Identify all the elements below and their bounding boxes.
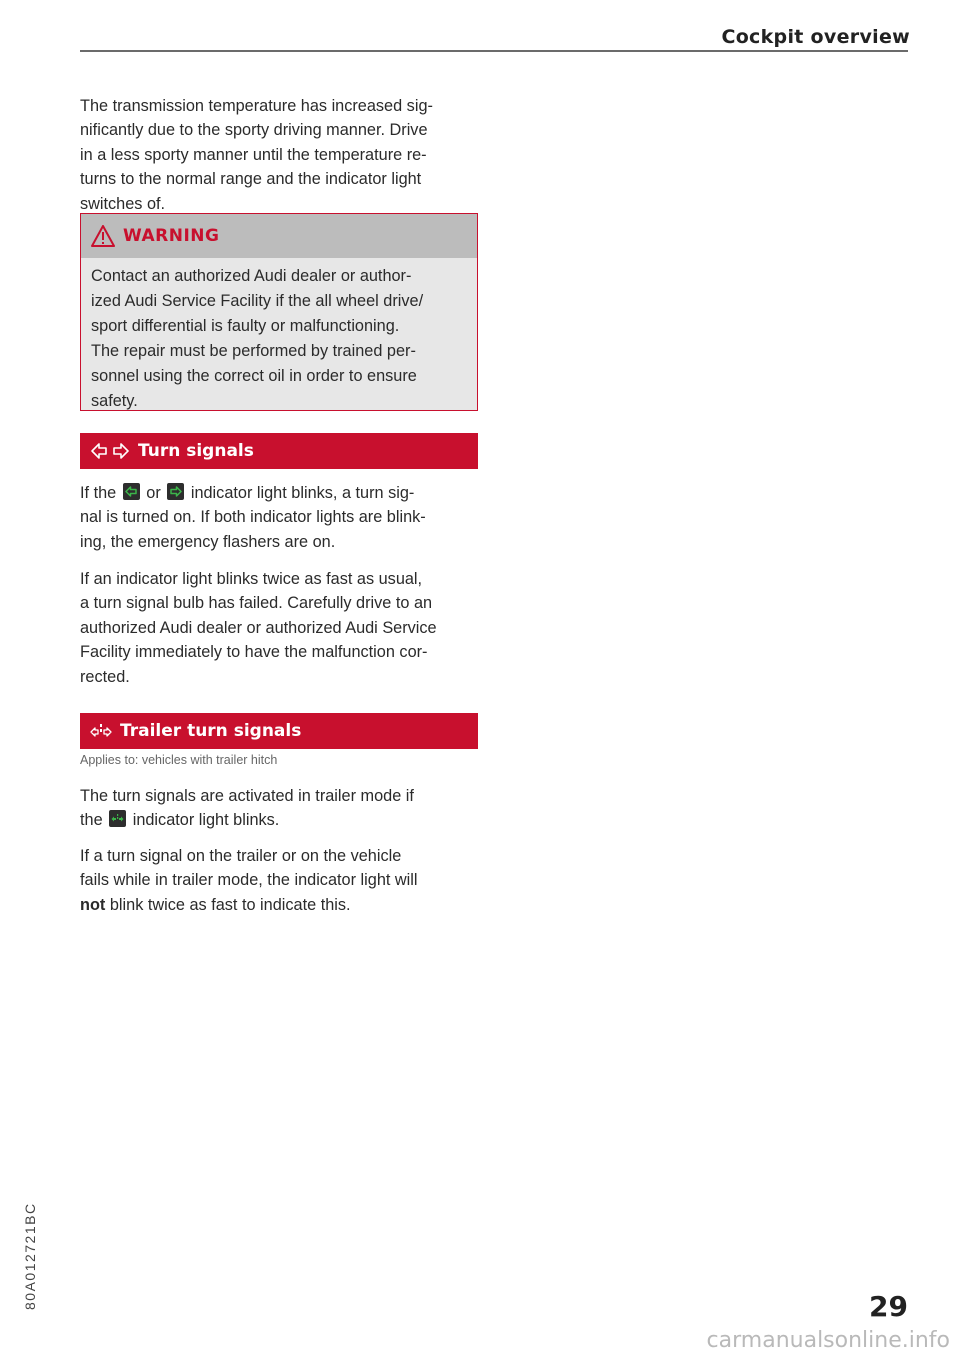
warning-triangle-icon	[91, 225, 115, 247]
trailer-turn-signals-title: Trailer turn signals	[120, 721, 302, 741]
document-code	[22, 1120, 42, 1320]
trailer-turn-signal-icon	[90, 721, 112, 741]
warning-body	[81, 258, 477, 414]
emphasis-not: not	[80, 895, 106, 914]
intro-line: nificantly due to the sporty driving manner. Drive	[80, 121, 428, 140]
warning-line: safety.	[91, 392, 138, 410]
watermark: carmanualsonline.info	[706, 1328, 950, 1353]
trailer-applies-note	[80, 751, 478, 769]
header-rule	[80, 50, 908, 52]
turn-signals-paragraph-1	[80, 481, 478, 554]
turn-signals-line: If an indicator light blinks twice as fast as usual,	[80, 570, 423, 588]
turn-signals-line: rected.	[80, 667, 130, 686]
right-turn-indicator-icon	[167, 483, 184, 500]
section-title: Cockpit overview	[721, 26, 910, 48]
warning-header	[81, 214, 477, 258]
text-run: the	[80, 811, 103, 830]
left-turn-indicator-icon	[123, 483, 140, 500]
intro-line: in a less sporty manner until the temperature re-	[80, 145, 427, 164]
turn-signals-paragraph-2	[80, 567, 478, 689]
trailer-paragraph-1	[80, 784, 478, 833]
text-run: blink twice as fast to indicate this.	[109, 895, 351, 914]
turn-signals-line	[80, 481, 478, 505]
warning-box	[80, 213, 478, 411]
trailer-line: If a turn signal on the trailer or on the vehicle	[80, 847, 402, 865]
warning-line: The repair must be performed by trained per-	[91, 342, 416, 360]
text-run: indicator light blinks.	[132, 811, 280, 830]
text-run: If the	[80, 484, 117, 502]
applies-to-text: Applies to: vehicles with trailer hitch	[80, 753, 278, 767]
trailer-line: The turn signals are activated in trailer mode if	[80, 787, 414, 805]
turn-signal-arrows-icon	[90, 441, 130, 461]
turn-signals-line: Facility immediately to have the malfunction cor-	[80, 643, 428, 662]
intro-paragraph	[80, 94, 478, 216]
text-run: or	[146, 484, 161, 502]
turn-signals-line: authorized Audi dealer or authorized Audi Service	[80, 618, 437, 637]
warning-line: sport differential is faulty or malfunctioning.	[91, 317, 400, 335]
intro-line: The transmission temperature has increased sig-	[80, 97, 433, 115]
page-number: 29	[869, 1290, 908, 1323]
warning-line: sonnel using the correct oil in order to ensure	[91, 367, 417, 385]
warning-title: WARNING	[123, 226, 220, 246]
turn-signals-line: a turn signal bulb has failed. Carefully drive to an	[80, 594, 433, 613]
turn-signals-heading	[80, 433, 478, 469]
turn-signals-line: ing, the emergency flashers are on.	[80, 532, 336, 551]
intro-line: switches of.	[80, 194, 166, 213]
trailer-turn-signals-heading	[80, 713, 478, 749]
turn-signals-title: Turn signals	[138, 441, 254, 461]
trailer-line	[80, 808, 478, 832]
intro-line: turns to the normal range and the indicator light	[80, 170, 422, 189]
trailer-indicator-icon	[109, 810, 126, 827]
text-run: indicator light blinks, a turn sig-	[190, 484, 415, 502]
document-code-text: 80A012721BC	[22, 1202, 38, 1310]
trailer-line: fails while in trailer mode, the indicator light will	[80, 871, 418, 890]
trailer-paragraph-2	[80, 844, 478, 917]
trailer-line	[80, 893, 478, 917]
turn-signals-line: nal is turned on. If both indicator lights are blink-	[80, 508, 426, 527]
warning-line: Contact an authorized Audi dealer or author-	[91, 267, 412, 285]
warning-line: ized Audi Service Facility if the all wheel drive/	[91, 292, 424, 310]
